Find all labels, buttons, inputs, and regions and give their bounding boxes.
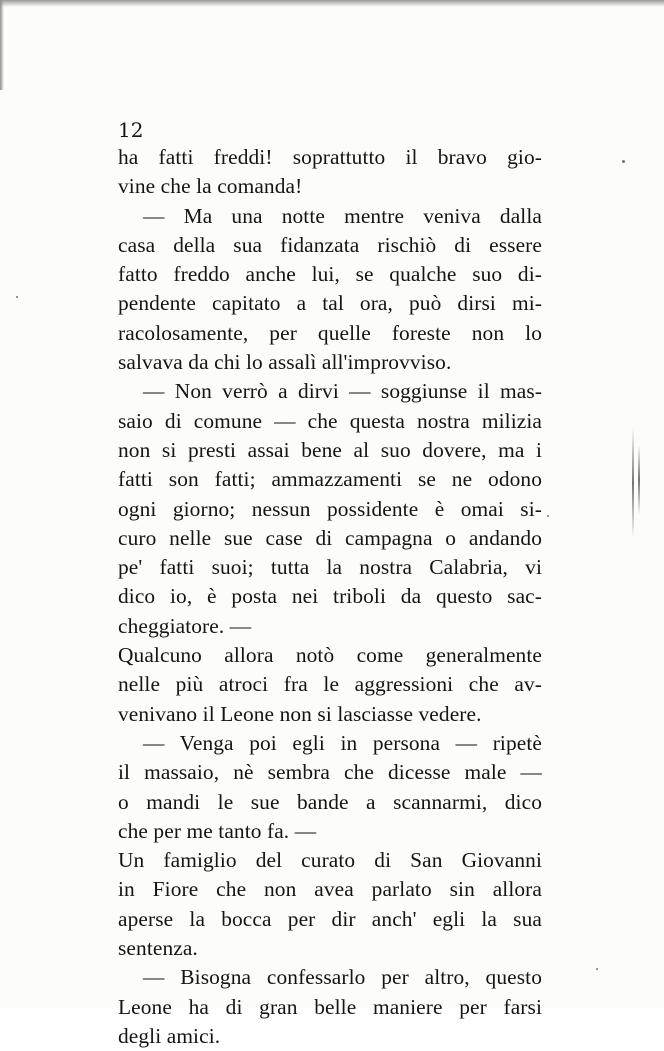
text-line: pe' fatti suoi; tutta la nostra Calabria, vi <box>118 555 542 580</box>
text-line: ogni giorno; nessun possidente è omai si- <box>118 496 542 521</box>
text-line: — Bisogna confessarlo per altro, questo <box>143 965 542 990</box>
text-line: degli amici. <box>118 1023 221 1048</box>
text-line: curo nelle sue case di campagna o andando <box>118 525 542 550</box>
scan-speck <box>596 968 598 970</box>
text-line: non si presti assai bene al suo dovere, ma i <box>118 437 542 462</box>
text-line: — Ma una notte mentre veniva dalla <box>143 203 542 228</box>
text-line: racolosamente, per quelle foreste non lo <box>118 320 542 345</box>
text-line: — Non verrò a dirvi — soggiunse il mas- <box>143 379 542 404</box>
text-line: pendente capitato a tal ora, può dirsi mi- <box>118 291 542 316</box>
body-text <box>118 143 542 1051</box>
scan-speck <box>622 160 625 163</box>
text-line: o mandi le sue bande a scannarmi, dico <box>118 789 542 814</box>
text-line: Qualcuno allora notò come generalmente <box>118 643 542 668</box>
text-line: che per me tanto fa. — <box>118 818 317 843</box>
text-line: il massaio, nè sembra che dicesse male — <box>118 760 542 785</box>
text-line: sentenza. <box>118 936 198 961</box>
text-line: ha fatti freddi! soprattutto il bravo gio- <box>118 145 542 169</box>
page-number: 12 <box>118 118 144 142</box>
margin-mark <box>632 428 634 538</box>
text-line: saio di comune — che questa nostra milizia <box>118 408 542 433</box>
text-line: vine che la comanda! <box>118 174 303 199</box>
page-left-edge <box>0 0 4 90</box>
text-line: in Fiore che non avea parlato sin allora <box>118 877 542 902</box>
text-line: fatto freddo anche lui, se qualche suo di- <box>118 262 542 287</box>
text-line: aperse la bocca per dir anch' egli la sua <box>118 906 542 931</box>
page-top-edge <box>0 0 664 7</box>
margin-mark <box>638 445 640 515</box>
text-line: Leone ha di gran belle maniere per farsi <box>118 994 542 1019</box>
text-line: salvava da chi lo assalì all'improvviso. <box>118 350 452 375</box>
text-line: venivano il Leone non si lasciasse vedere. <box>118 701 482 726</box>
text-line: dico io, è posta nei triboli da questo sac- <box>118 584 542 609</box>
text-line: cheggiatore. — <box>118 613 252 638</box>
text-line: Un famiglio del curato di San Giovanni <box>118 848 542 873</box>
text-line: — Venga poi egli in persona — ripetè <box>143 730 542 755</box>
text-line: nelle più atroci fra le aggressioni che av- <box>118 672 542 697</box>
text-line: fatti son fatti; ammazzamenti se ne odono <box>118 467 542 492</box>
text-line: casa della sua fidanzata rischiò di essere <box>118 232 542 257</box>
scan-speck <box>547 515 549 517</box>
scan-speck <box>16 296 18 298</box>
